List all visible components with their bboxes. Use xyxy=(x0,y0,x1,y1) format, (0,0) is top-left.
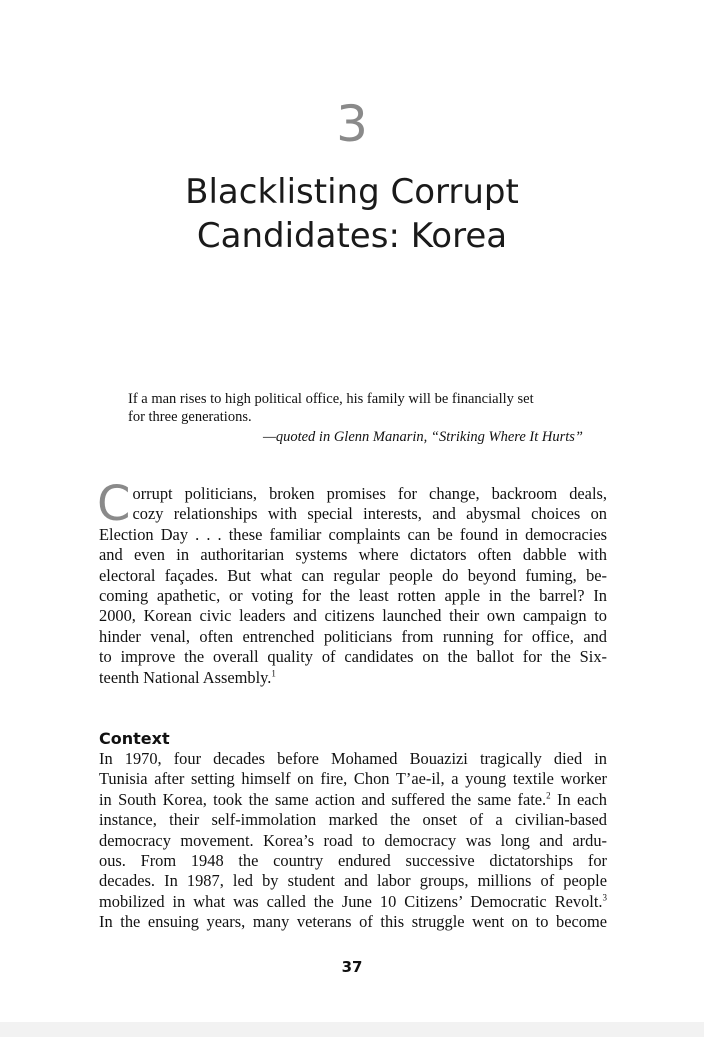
chapter-title-line-2: Candidates: Korea xyxy=(196,216,508,256)
intro-line xyxy=(99,668,607,688)
context-line-3-text: in South Korea, took the same action and suffered the same fate. xyxy=(99,789,547,809)
intro-line: electoral façades. But what can regular people do beyond fuming, be- xyxy=(99,565,607,585)
intro-line: cozy relationships with special interests, and abysmal choices on xyxy=(132,504,607,524)
context-line: ous. From 1948 the country endured successive dictatorships for xyxy=(99,850,607,870)
chapter-title xyxy=(0,170,704,258)
intro-last-text: teenth National Assembly. xyxy=(99,667,272,687)
footnote-marker: 2 xyxy=(546,790,551,801)
intro-line: and even in authoritarian systems where dictators often dabble with xyxy=(99,545,607,565)
section-heading: Context xyxy=(99,729,170,748)
context-line xyxy=(99,892,607,912)
intro-line: to improve the overall quality of candidates on the ballot for the Six- xyxy=(99,647,607,667)
context-paragraph xyxy=(99,749,607,933)
epigraph-quote xyxy=(128,390,588,426)
epigraph-attribution: —quoted in Glenn Manarin, “Striking Where It Hurts” xyxy=(262,429,583,445)
chapter-number: 3 xyxy=(336,95,368,153)
drop-cap: C xyxy=(97,476,131,532)
context-line: In the ensuing years, many veterans of this struggle went on to become xyxy=(99,912,607,932)
intro-paragraph xyxy=(97,476,607,688)
context-line: instance, their self-immolation marked the onset of a civilian-based xyxy=(99,810,607,830)
context-line-8-text: mobilized in what was called the June 10 Citizens’ Democratic Revolt. xyxy=(99,891,603,911)
chapter-title-line-1: Blacklisting Corrupt xyxy=(185,172,519,212)
epigraph-line-1: If a man rises to high political office, his family will be financially set xyxy=(128,391,534,407)
epigraph-line-2: for three generations. xyxy=(128,409,252,425)
intro-line: hinder venal, often entrenched politicians from running for office, and xyxy=(99,626,607,646)
context-line xyxy=(99,790,607,810)
intro-line: coming apathetic, or voting for the least rotten apple in the barrel? In xyxy=(99,585,607,605)
intro-line: orrupt politicians, broken promises for change, backroom deals, xyxy=(132,484,607,503)
page-number: 37 xyxy=(341,958,363,976)
intro-line: 2000, Korean civic leaders and citizens launched their own campaign to xyxy=(99,606,607,626)
context-line: democracy movement. Korea’s road to democracy was long and ardu- xyxy=(99,830,607,850)
context-line: In 1970, four decades before Mohamed Bouazizi tragically died in xyxy=(99,749,607,768)
context-line-3-tail: In each xyxy=(550,789,608,809)
intro-line: Election Day . . . these familiar complaints can be found in democracies xyxy=(99,524,607,544)
footnote-marker: 3 xyxy=(602,892,607,903)
context-line: Tunisia after setting himself on fire, Chon T’ae-il, a young textile worker xyxy=(99,769,607,789)
context-line: decades. In 1987, led by student and labor groups, millions of people xyxy=(99,871,607,891)
footnote-marker: 1 xyxy=(271,668,276,679)
